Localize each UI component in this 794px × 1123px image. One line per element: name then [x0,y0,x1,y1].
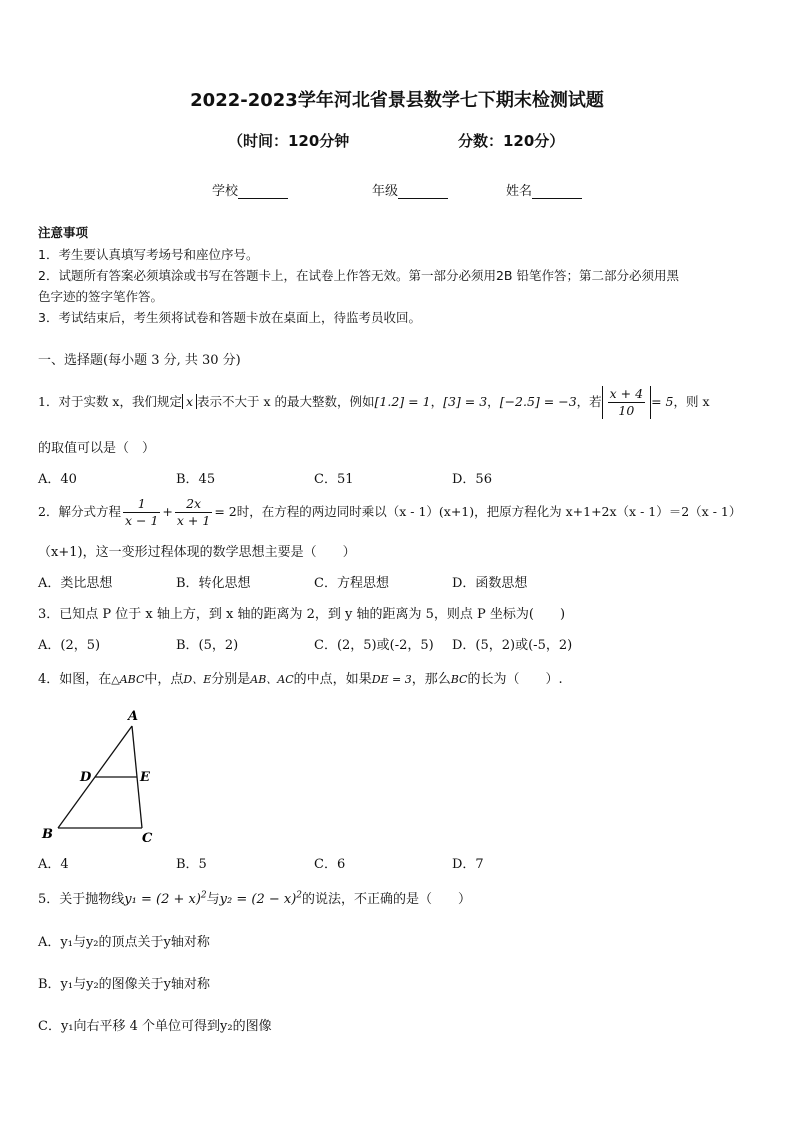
notice-item: 色字迹的签字笔作答。 [38,289,164,304]
q2-option-c[interactable]: C．方程思想 [314,576,389,591]
fraction-denominator: 10 [618,403,635,418]
q3-option-a[interactable]: A．(2，5) [38,638,101,653]
q4-text-b: 中，点 [144,672,184,687]
section-heading: 一、选择题(每小题 3 分, 共 30 分) [38,353,241,368]
q5-option-c[interactable]: C．y₁向右平移 4 个单位可得到y₂的图像 [38,1019,272,1034]
floor-x: x [182,394,197,409]
q2-text-a: 2．解分式方程 [38,504,121,519]
q1-example-2: [3] = 3 [443,394,488,409]
q4-option-c[interactable]: C．6 [314,857,346,872]
q4-option-d[interactable]: D．7 [452,857,484,872]
label-c: C [142,831,153,846]
q1-option-c[interactable]: C．51 [314,472,354,487]
q5-expr-1: y₁ = (2 + x) [124,892,201,907]
q3-option-d[interactable]: D．(5，2)或(-5，2) [452,638,573,653]
question-2-cont: （x+1)，这一变形过程体现的数学思想主要是（ ） [38,545,356,560]
label-e: E [140,770,150,785]
q1-option-d[interactable]: D．56 [452,472,492,487]
q1-option-b[interactable]: B．45 [176,472,216,487]
q1-text-c: ，若 [576,394,602,409]
name-blank [532,184,582,199]
question-3: 3．已知点 P 位于 x 轴上方，到 x 轴的距离为 2，到 y 轴的距离为 5，则点 P 坐标为( ) [38,607,566,622]
school-blank [238,184,288,199]
q5-exp-1: 2 [200,890,207,901]
q1-rhs: = 5 [651,394,674,409]
fraction-2-numerator: 2x [175,496,212,513]
q5-text-c: 的说法，不正确的是（ ） [302,892,472,907]
school-field [212,180,288,199]
exam-score: 分数：120分） [458,132,565,150]
question-2: 2．解分式方程 $\frac{1}{x - 1}$ + $\frac{2x}{x + 1}$ = 2时，在方程的两边同时乘以（x - 1）(x+1)，把原方程化为 x+1+2x（x - 1）＝2（x - 1） [38,496,742,528]
fraction-2-denominator: x + 1 [176,513,211,528]
notice-item: 1．考生要认真填写考场号和座位序号。 [38,247,259,262]
notice-item: 3．考试结束后，考生须将试卷和答题卡放在桌面上，待监考员收回。 [38,310,421,325]
triangle-figure [36,702,166,847]
q2-option-d[interactable]: D．函数思想 [452,576,528,591]
question-1: 1．对于实数 x，我们规定 x 表示不大于 x 的最大整数，例如[1.2] = 1，[3] = 3，[−2.5] = −3，若 $\frac{x + 4}{10}$ = 5，则 x [38,386,710,418]
fraction-numerator: x + 4 [609,386,644,401]
q4-sides: AB、AC [250,673,294,686]
fraction-1-numerator: 1 [123,496,160,513]
q4-bc: BC [450,673,468,686]
label-a: A [128,709,139,724]
q2-text-b: = 2时，在方程的两边同时乘以（x - 1）(x+1)，把原方程化为 x+1+2x（x - 1）＝2（x - 1） [214,504,742,519]
floor-fraction [602,386,651,419]
q4-text-f: 的长为（ ）. [467,672,563,687]
question-4 [38,668,563,687]
q1-option-a[interactable]: A．40 [38,472,77,487]
q1-example-3: [−2.5] = −3 [499,394,577,409]
q4-text-c: 分别是 [211,672,251,687]
q2-option-b[interactable]: B．转化思想 [176,576,251,591]
q4-option-a[interactable]: A．4 [38,857,69,872]
name-field [506,180,582,199]
q1-text-d: ，则 x [673,394,710,409]
q3-option-c[interactable]: C．(2，5)或(-2，5) [314,638,434,653]
q4-de: DE = 3 [371,673,412,686]
q1-example-1: [1.2] = 1 [374,394,431,409]
q5-text-a: 5．关于抛物线 [38,892,125,907]
q4-text-a: 4．如图，在 [38,672,112,687]
grade-blank [398,184,448,199]
q5-option-b[interactable]: B．y₁与y₂的图像关于y轴对称 [38,977,211,992]
q4-option-b[interactable]: B．5 [176,857,207,872]
label-d: D [80,770,92,785]
q5-option-a[interactable]: A．y₁与y₂的顶点关于y轴对称 [38,935,210,950]
q2-option-a[interactable]: A．类比思想 [38,576,113,591]
question-5 [38,888,471,907]
notice-item: 2．试题所有答案必须填涂或书写在答题卡上，在试卷上作答无效。第一部分必须用2B 铅笔作答；第二部分必须用黑 [38,268,679,283]
grade-label: 年级 [372,184,399,199]
notice-heading: 注意事项 [38,225,89,240]
label-b: B [42,827,53,842]
q4-points: D、E [183,673,212,686]
page-title: 2022-2023学年河北省景县数学七下期末检测试题 [190,90,604,111]
question-1-cont: 的取值可以是（ ） [38,441,156,456]
q1-text-a: 1．对于实数 x，我们规定 [38,394,182,409]
q1-text-b: 表示不大于 x 的最大整数，例如 [197,394,375,409]
q4-triangle: △ABC [111,673,145,686]
name-label: 姓名 [506,184,533,199]
q5-exp-2: 2 [296,890,303,901]
q5-text-b: 与 [206,892,220,907]
q4-text-d: 的中点，如果 [293,672,372,687]
fraction-1-denominator: x − 1 [124,513,159,528]
q5-expr-2: y₂ = (2 − x) [219,892,297,907]
exam-time: （时间：120分钟 [228,132,350,150]
q3-option-b[interactable]: B．(5，2) [176,638,239,653]
grade-field [372,180,448,199]
q4-text-e: ，那么 [411,672,451,687]
school-label: 学校 [212,184,239,199]
